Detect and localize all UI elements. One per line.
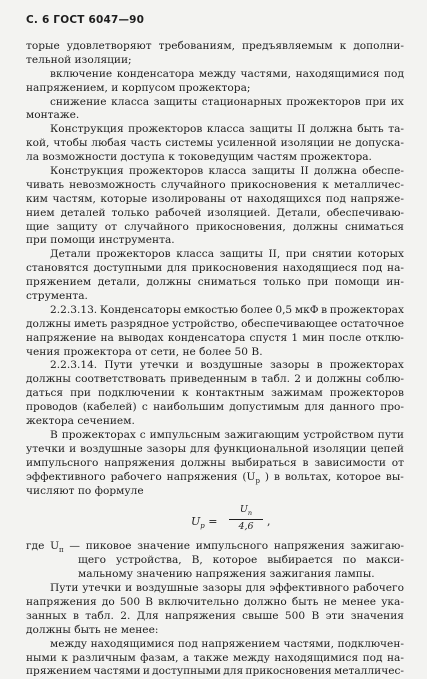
text-line: при помощи инструмента. — [26, 234, 175, 247]
text-line: числяют по формуле — [26, 484, 144, 497]
text-line: 2.2.3.13. Конденсаторы емкостью более 0,5 мкФ в прожекторах — [50, 303, 404, 316]
text-line: включение конденсатора между частями, находящимися под — [50, 67, 404, 80]
text-line: торые удовлетворяют требованиям, предъявляемым к дополни- — [26, 40, 404, 52]
text-line: щие защиту от случайного прикосновения, должны сниматься — [26, 220, 404, 233]
text-line: напряжением, и корпусом прожектора; — [26, 81, 251, 94]
text-line: жектора сечением. — [26, 415, 135, 428]
text-line: чивать невозможность случайного прикосновения к металличес- — [26, 178, 404, 191]
text-line: тельной изоляции; — [26, 53, 132, 66]
text-line: мальному значению напряжения зажигания лампы. — [78, 568, 375, 581]
text-line: утечки и воздушные зазоры для функциональной изоляции цепей — [26, 442, 404, 455]
text-line: щего устройства, В, которое выбирается по макси- — [78, 554, 404, 567]
text-line: пряжением частями и доступными для прикосновения металличес- — [26, 665, 404, 678]
text-line: ными к различным фазам, а также между находящимися под на- — [26, 651, 404, 664]
text-line: становятся доступными для прикосновения находящиеся под на- — [26, 262, 404, 275]
text-line: В прожекторах с импульсным зажигающим устройством пути — [50, 428, 404, 441]
text-line: ким частям, которые изолированы от находящихся под напряже- — [26, 192, 404, 205]
text-line: эффективного рабочего напряжения ($U_р$ ) в вольтах, которое вы- — [26, 470, 404, 485]
text-line: снижение класса защиты стационарных прожекторов при их — [50, 95, 404, 108]
text-line: Конструкция прожекторов класса защиты II должна быть та- — [50, 123, 404, 136]
formula-lhs: $U_р$ = — [191, 515, 218, 531]
formula: $U_р$ = $U_п$ 4,6 , — [191, 504, 271, 533]
text-line: пряжением детали, должны сниматься только при помощи ин- — [26, 276, 404, 289]
text-line: между находящимися под напряжением частями, подключен- — [50, 637, 404, 650]
text-line: импульсного напряжения должны выбираться в зависимости от — [26, 456, 404, 469]
text-line: напряжение на выводах конденсатора спустя 1 мин после отклю- — [26, 331, 404, 344]
text-line: кой, чтобы любая часть системы усиленной изоляции не допуска- — [26, 137, 404, 150]
text-line: чения прожектора от сети, не более 50 В. — [26, 345, 263, 358]
text-line: должны соответствовать приведенным в табл. 2 и должны соблю- — [26, 373, 404, 386]
text-line: ла возможности доступа к токоведущим частям прожектора. — [26, 151, 372, 164]
text-line: нием деталей только рабочей изоляцией. Детали, обеспечиваю- — [26, 206, 404, 219]
text-line: струмента. — [26, 290, 88, 303]
text-line: должны быть не менее: — [26, 623, 159, 636]
text-line: должны иметь разрядное устройство, обеспечивающее остаточное — [26, 317, 404, 330]
text-line: напряжения до 500 В включительно должно быть не менее ука- — [26, 595, 404, 608]
text-line: Конструкция прожекторов класса защиты II должна обеспе- — [50, 165, 404, 178]
text-line: Пути утечки и воздушные зазоры для эффективного рабочего — [50, 582, 404, 595]
formula-fraction: $U_п$ 4,6 — [229, 504, 263, 533]
text-line: 2.2.3.14. Пути утечки и воздушные зазоры в прожекторах — [50, 359, 404, 372]
text-line: даться при подключении к контактным зажимам прожекторов — [26, 387, 404, 400]
document-body — [26, 40, 404, 679]
text-line: занных в табл. 2. Для напряжения свыше 500 В эти значения — [26, 609, 404, 622]
text-line: где $U_п$ — пиковое значение импульсного напряжения зажигаю- — [26, 540, 404, 555]
page-header: С. 6 ГОСТ 6047—90 — [26, 14, 145, 26]
text-line: проводов (кабелей) с наибольшим допустимым для данного про- — [26, 401, 404, 414]
text-line: Детали прожекторов класса защиты II, при снятии которых — [50, 248, 404, 261]
text-line: монтаже. — [26, 109, 80, 122]
